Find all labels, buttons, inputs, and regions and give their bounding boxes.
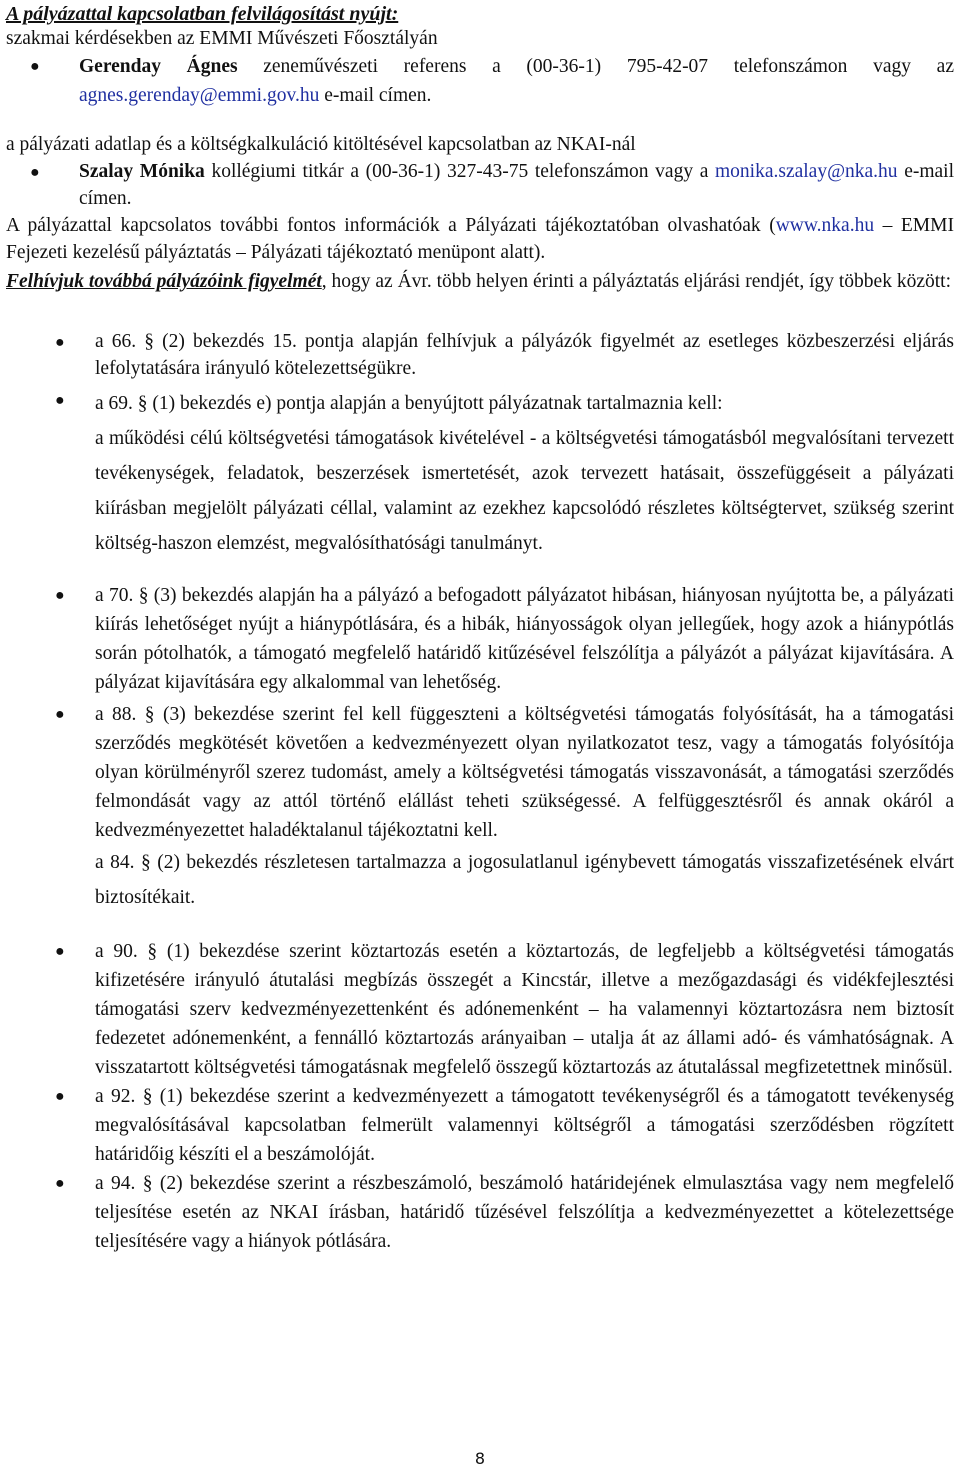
bullet-detail: a működési célú költségvetési támogatások kivételével - a költségvetési támogatásból megvalósítani tervezett tevékenységek, feladatok, beszerzések ismertetését, azok tervezett hatásait, összefüggéseit a pályázati kiírásban megjelölt pályázati céllal, valamint az ezekhez kapcsolódó részletes költségtervet, szükség szerint költség-haszon elemzést, megvalósíthatósági tanulmányt. bbox=[95, 428, 954, 554]
bullet-item-69 bbox=[6, 386, 954, 561]
info-paragraph bbox=[6, 212, 954, 266]
bullet-dot: ● bbox=[55, 706, 65, 723]
info-prefix: A pályázattal kapcsolatos további fontos információk a Pályázati tájékoztatóban olvashatóak ( bbox=[6, 215, 776, 236]
contact1-suffix: e-mail címen. bbox=[319, 85, 432, 106]
bullet-extra: a 84. § (2) bekezdés részletesen tartalmazza a jogosulatlanul igénybevett támogatás visszafizetésének elvárt biztosítékait. bbox=[95, 852, 954, 908]
page-number: 8 bbox=[474, 1449, 486, 1468]
document-page bbox=[6, 0, 954, 1256]
bullet-dot: ● bbox=[30, 164, 40, 181]
bullet-text: a 69. § (1) bekezdés e) pontja alapján a benyújtott pályázatnak tartalmaznia kell: bbox=[95, 393, 723, 414]
bullet-item-92 bbox=[6, 1082, 954, 1169]
contact1-email-link[interactable]: agnes.gerenday@emmi.gov.hu bbox=[79, 85, 320, 106]
contact1-name: Gerenday Ágnes bbox=[79, 56, 238, 77]
bullet-text: a 90. § (1) bekezdése szerint köztartozás esetén a köztartozás, de legfeljebb a költségvetési támogatás kifizetésére irányuló átutalási megbízás összegét a Kincstár, illetve a mezőgazdasági és vidékfejlesztési támogatási szerv kedvezményezettenként és adónemenként – ha valamennyi köztartozásra nem biztosít fedezetet adónemenként, a fennálló köztartozás arányaiban – utalja át az állami adó- és vámhatóságnak. A visszatartott költségvetési támogatásnak megfelelő összegű köztartozás az átutalással megfizetettnek minősül. bbox=[95, 941, 954, 1078]
bullet-dot: ● bbox=[30, 58, 40, 75]
bullet-dot: ● bbox=[55, 392, 65, 409]
bullet-item-88 bbox=[6, 700, 954, 915]
bullet-item-70 bbox=[6, 581, 954, 697]
notice-paragraph bbox=[6, 266, 954, 298]
bullet-text: a 70. § (3) bekezdés alapján ha a pályázó a befogadott pályázatot hibásan, hiányosan nyújtotta be, a pályázati kiírás lehetőséget nyújt a hiánypótlására, és a hibák, hiányosságok olyan jellegűek, hogy azok a hiánypótlás során pótolhatók, a támogató megfelelő határidő kitűzésével felszólítja a pályázót a pályázat kijavítására. A pályázat kijavítására egy alkalommal van lehetőség. bbox=[95, 585, 954, 693]
bullet-text: a 92. § (1) bekezdése szerint a kedvezményezett a támogatott tevékenységről és a támogatott tevékenység megvalósításával kapcsolatban felmerült valamennyi költségről a támogatási szerződésben rögzített határidőig készíti el a beszámolóját. bbox=[95, 1086, 954, 1165]
bullet-item-90 bbox=[6, 937, 954, 1082]
contact1-intro: szakmai kérdésekben az EMMI Művészeti Főosztályán bbox=[6, 28, 438, 49]
bullet-dot: ● bbox=[55, 1088, 65, 1105]
bullet-dot: ● bbox=[55, 1175, 65, 1192]
info-suffix: – EMMI Fejezeti kezelésű pályáztatás – Pályázati tájékoztató menüpont alatt). bbox=[6, 215, 954, 263]
contact2-email-link[interactable]: monika.szalay@nka.hu bbox=[714, 161, 898, 182]
section-heading: A pályázattal kapcsolatban felvilágosítást nyújt: bbox=[6, 3, 399, 25]
contact1-text: zeneművészeti referens a (00-36-1) 795-42-07 telefonszámon vagy az bbox=[237, 56, 954, 77]
contact2-suffix: e-mail címen. bbox=[79, 161, 954, 209]
bullet-text: a 94. § (2) bekezdése szerint a részbeszámoló, beszámoló határidejének elmulasztása vagy nem megfelelő teljesítése esetén az NKAI írásban, határidő tűzésével felszólítja a kedvezményezettet a kötelezettsége teljesítésére vagy a hiányok pótlására. bbox=[95, 1173, 954, 1252]
contact2-intro: a pályázati adatlap és a költségkalkuláció kitöltésével kapcsolatban az NKAI-nál bbox=[6, 134, 636, 155]
bullet-text: a 66. § (2) bekezdés 15. pontja alapján felhívjuk a pályázók figyelmét az esetleges közbeszerzési eljárás lefolytatására irányuló kötelezettségükre. bbox=[95, 331, 954, 379]
contact1-item bbox=[6, 52, 954, 110]
contact2-item bbox=[6, 158, 954, 212]
notice-rest: , hogy az Ávr. több helyen érinti a pályáztatás eljárási rendjét, így többek között: bbox=[321, 271, 951, 292]
notice-emphasis: Felhívjuk továbbá pályázóink figyelmét bbox=[6, 271, 322, 292]
contact2-text: kollégiumi titkár a (00-36-1) 327-43-75 telefonszámon vagy a bbox=[204, 161, 715, 182]
contact2-name: Szalay Mónika bbox=[79, 161, 205, 182]
bullet-dot: ● bbox=[55, 943, 65, 960]
bullet-dot: ● bbox=[55, 587, 65, 604]
nka-website-link[interactable]: www.nka.hu bbox=[775, 215, 875, 236]
bullet-text: a 88. § (3) bekezdése szerint fel kell függeszteni a költségvetési támogatás folyósítását, ha a támogatási szerződés megkötését követően a kedvezményezett olyan nyilatkozatot tesz, vagy a támogatás folyósítója olyan körülményről szerez tudomást, amely a költségvetési támogatás visszavonását, a támogatási szerződés felmondását vagy az attól történő elállást teheti szükségessé. A felfüggesztésről és annak okáról a kedvezményezettet haladéktalanul tájékoztatni kell. bbox=[95, 704, 954, 841]
bullet-dot: ● bbox=[55, 334, 65, 351]
bullet-item-66 bbox=[6, 328, 954, 382]
bullet-item-94 bbox=[6, 1169, 954, 1256]
